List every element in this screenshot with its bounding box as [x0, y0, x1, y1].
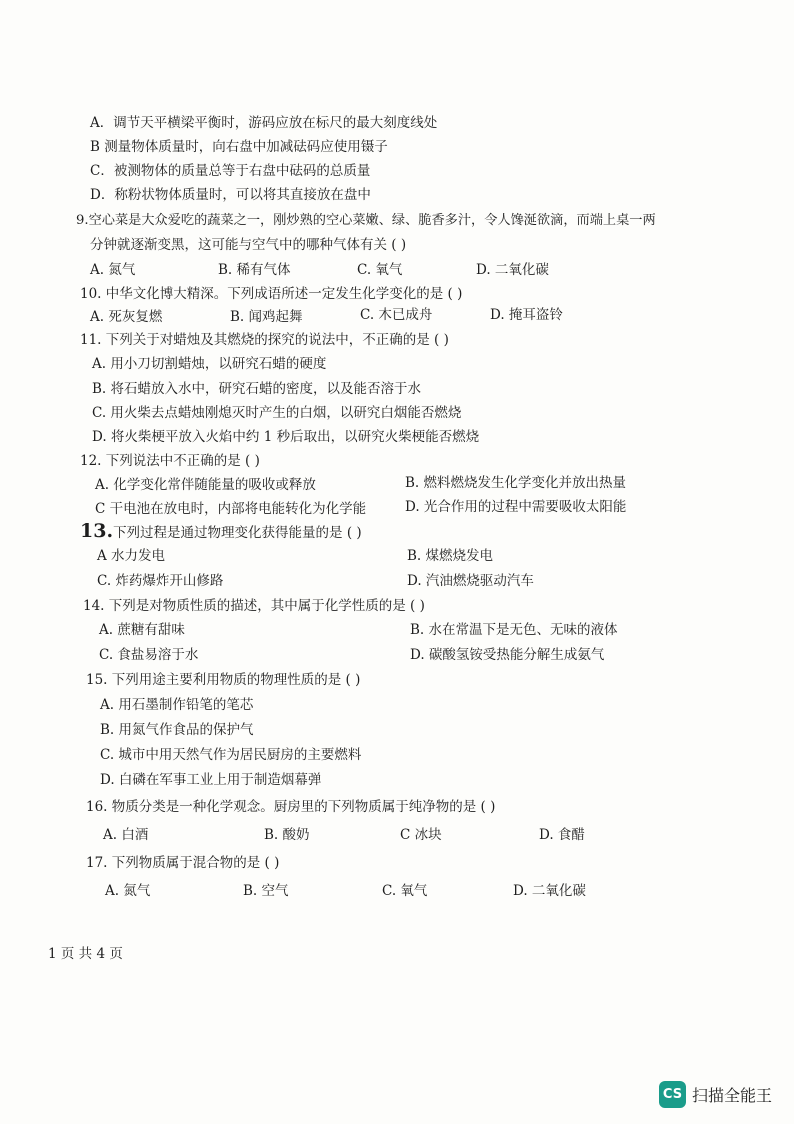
q9-option-b: B. 稀有气体: [218, 262, 291, 278]
q8-option-d: D．称粉状物体质量时，可以将其直接放在盘中: [90, 187, 371, 203]
q17-option-c: C. 氧气: [382, 883, 428, 899]
q12-stem: 12. 下列说法中不正确的是 ( ): [80, 453, 260, 469]
q17-option-d: D. 二氧化碳: [513, 883, 586, 899]
q15-option-c: C. 城市中用天然气作为居民厨房的主要燃料: [100, 747, 362, 763]
q8-option-a: A．调节天平横梁平衡时，游码应放在标尺的最大刻度线处: [90, 115, 438, 131]
camscanner-label: 扫描全能王: [692, 1086, 773, 1105]
q15-stem: 15. 下列用途主要利用物质的物理性质的是 ( ): [86, 672, 361, 688]
q13-number: 13.: [80, 520, 114, 542]
q16-option-a: A. 白酒: [103, 827, 149, 843]
q11-option-d: D. 将火柴梗平放入火焰中约 1 秒后取出，以研究火柴梗能否燃烧: [92, 429, 480, 445]
q11-stem: 11. 下列关于对蜡烛及其燃烧的探究的说法中，不正确的是 ( ): [80, 332, 449, 348]
q10-option-b: B. 闻鸡起舞: [230, 309, 303, 325]
q10-option-a: A. 死灰复燃: [90, 309, 163, 325]
q9-option-d: D. 二氧化碳: [476, 262, 549, 278]
camscanner-watermark: [659, 1081, 772, 1108]
q17-stem: 17. 下列物质属于混合物的是 ( ): [86, 855, 280, 871]
q17-option-a: A. 氮气: [105, 883, 151, 899]
q15-option-d: D. 白磷在军事工业上用于制造烟幕弹: [100, 772, 322, 788]
q10-option-c: C. 木已成舟: [360, 307, 433, 323]
q14-option-c: C. 食盐易溶于水: [99, 647, 199, 663]
q13-stem-row: [80, 522, 362, 542]
q9-stem-line2: 分钟就逐渐变黑，这可能与空气中的哪种气体有关 ( ): [90, 237, 407, 253]
q13-stem: 下列过程是通过物理变化获得能量的是 ( ): [113, 525, 362, 541]
q14-option-a: A. 蔗糖有甜味: [99, 622, 185, 638]
q16-stem: 16. 物质分类是一种化学观念。厨房里的下列物质属于纯净物的是 ( ): [86, 799, 496, 815]
q13-option-d: D. 汽油燃烧驱动汽车: [407, 573, 534, 589]
q16-option-c: C 冰块: [400, 827, 442, 843]
page-number: 1 页 共 4 页: [48, 946, 123, 962]
q13-option-b: B. 煤燃烧发电: [407, 548, 494, 564]
q9-option-a: A. 氮气: [90, 262, 136, 278]
q12-option-a: A. 化学变化常伴随能量的吸收或释放: [95, 477, 316, 493]
q13-option-a: A 水力发电: [97, 548, 166, 564]
q10-option-d: D. 掩耳盗铃: [490, 307, 563, 323]
q12-option-d: D. 光合作用的过程中需要吸收太阳能: [405, 499, 627, 515]
q9-option-c: C. 氧气: [357, 262, 403, 278]
q10-stem: 10. 中华文化博大精深。下列成语所述一定发生化学变化的是 ( ): [80, 286, 463, 302]
camscanner-logo-icon: CS: [659, 1081, 686, 1108]
q15-option-a: A. 用石墨制作铅笔的笔芯: [100, 697, 254, 713]
q16-option-d: D. 食醋: [539, 827, 585, 843]
q11-option-c: C. 用火柴去点蜡烛刚熄灭时产生的白烟，以研究白烟能否燃烧: [92, 405, 462, 421]
q13-option-c: C. 炸药爆炸开山修路: [97, 573, 224, 589]
q11-option-b: B. 将石蜡放入水中，研究石蜡的密度，以及能否溶于水: [92, 381, 422, 397]
q8-option-b: B 测量物体质量时，向右盘中加减砝码应使用镊子: [90, 139, 388, 155]
q12-option-b: B. 燃料燃烧发生化学变化并放出热量: [405, 475, 627, 491]
q8-option-c: C．被测物体的质量总等于右盘中砝码的总质量: [90, 163, 371, 179]
q11-option-a: A. 用小刀切割蜡烛，以研究石蜡的硬度: [92, 356, 327, 372]
q14-option-b: B. 水在常温下是无色、无味的液体: [410, 622, 618, 638]
q16-option-b: B. 酸奶: [264, 827, 310, 843]
q15-option-b: B. 用氮气作食品的保护气: [100, 722, 254, 738]
q14-option-d: D. 碳酸氢铵受热能分解生成氨气: [410, 647, 605, 663]
q9-stem-line1: 9.空心菜是大众爱吃的蔬菜之一，刚炒熟的空心菜嫩、绿、脆香多汁，令人馋涎欲滴，而端上桌一两: [76, 213, 656, 228]
q17-option-b: B. 空气: [243, 883, 289, 899]
q14-stem: 14. 下列是对物质性质的描述，其中属于化学性质的是 ( ): [83, 598, 425, 614]
q12-option-c: C 干电池在放电时，内部将电能转化为化学能: [95, 501, 367, 517]
